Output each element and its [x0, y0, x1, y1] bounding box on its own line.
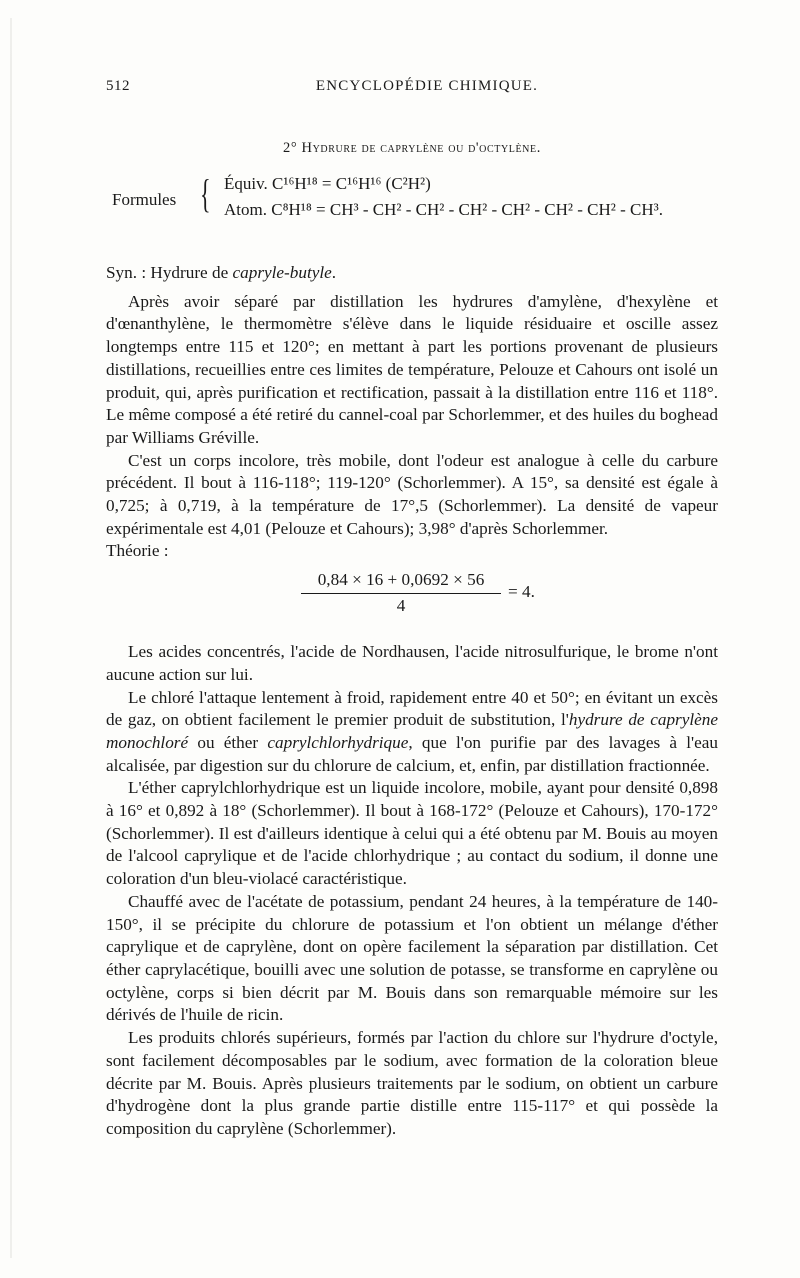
- formulas-label: Formules: [112, 190, 177, 209]
- formula-equiv-value: C¹⁶H¹⁸ = C¹⁶H¹⁶ (C²H²): [272, 174, 431, 193]
- equation-result: = 4.: [508, 582, 535, 602]
- formula-atom-label: Atom.: [224, 200, 267, 219]
- formulas-block: [112, 170, 712, 234]
- equation-fraction: [301, 569, 501, 617]
- scan-edge: [10, 18, 12, 1258]
- paragraph-preparation: Après avoir séparé par distillation les hydrures d'amylène, d'hexylène et d'œnanthylène, le thermomètre s'élève dans le liquide résiduaire et oscille assez longtemps entre 115 et 120°; en mettant à part les portions provenant de plusieurs distillations, recueillies entre ces limites de température, Pelouze et Cahours ont isolé un produit, qui, après purification et rectification, passait à la distillation entre 116 et 118°. Le même composé a été retiré du cannel-coal par Schorlemmer, et des huiles du boghead par Williams Gréville.: [106, 291, 718, 447]
- paragraph-acids: Les acides concentrés, l'acide de Nordhausen, l'acide nitrosulfurique, le brome n'ont aucune action sur lui.: [106, 642, 718, 684]
- paragraph-ether: L'éther caprylchlorhydrique est un liquide incolore, mobile, ayant pour densité 0,898 à 16° et 0,892 à 18° (Schorlemmer). Il bout à 168-172° (Pelouze et Cahours), 170-172° (Schorlemmer). Il est d'ailleurs identique à celui qui a été obtenu par M. Bouis au moyen de l'alcool caprylique et de l'acide chlorhydrique ; au contact du sodium, il donne une coloration d'un bleu-violacé caractéristique.: [106, 778, 718, 889]
- paragraph-acetate: Chauffé avec de l'acétate de potassium, pendant 24 heures, à la température de 140-150°, il se précipite du chlorure de potassium et l'on obtient un mélange d'éther caprylique et de caprylène, dont on opère facilement la séparation par distillation. Cet éther caprylacétique, bouilli avec une solution de potasse, se transforme en caprylène ou octylène, corps si bien décrit par M. Bouis dans son remarquable mémoire sur les dérivés de l'huile de ricin.: [106, 891, 718, 1025]
- journal-title: ENCYCLOPÉDIE CHIMIQUE.: [315, 78, 539, 94]
- formula-equiv-label: Équiv.: [224, 174, 268, 193]
- body-text: [106, 262, 718, 1141]
- paragraph-chlorine: [106, 687, 718, 778]
- formula-equiv: [224, 174, 431, 194]
- paragraph-higher-chlorides: Les produits chlorés supérieurs, formés par l'action du chlore sur l'hydrure d'octyle, sont facilement décomposables par le sodium, avec formation de la coloration bleue décrite par M. Bouis. Après plusieurs traitements par le sodium, on obtient un carbure d'hydrogène dont la plus grande partie distille entre 115-117° et qui possède la composition du caprylène (Schorlemmer).: [106, 1028, 718, 1138]
- synonym-prefix: Syn. : Hydrure de: [106, 263, 233, 282]
- synonym-suffix: .: [331, 263, 337, 282]
- paragraph-properties: C'est un corps incolore, très mobile, dont l'odeur est analogue à celle du carbure précédent. Il bout à 116-118°; 119-120° (Schorlemmer). A 15°, sa densité est égale à 0,725; à 0,719, à la température de 17°,5 (Schorlemmer). La densité de vapeur expérimentale est 4,01 (Pelouze et Cahours); 3,98° d'après Schorlemmer.: [106, 450, 718, 538]
- chlorine-term-ether: caprylchlorhydrique: [267, 732, 409, 752]
- section-title: Hydrure de caprylène ou d'octylène.: [301, 140, 541, 156]
- chlorine-term-hydrure: hydrure de caprylène monochloré: [106, 710, 718, 752]
- formula-atom: [224, 200, 663, 220]
- density-equation: [106, 563, 718, 629]
- brace-icon: {: [200, 171, 211, 216]
- running-head: [106, 78, 718, 102]
- synonym-name: capryle-butyle: [232, 263, 332, 282]
- page-number: 512: [106, 78, 130, 94]
- synonym-line: [106, 262, 718, 285]
- equation-numerator: 0,84 × 16 + 0,0692 × 56: [301, 569, 501, 594]
- chlorine-text-b: ou éther: [188, 732, 268, 752]
- formula-atom-value: C⁸H¹⁸ = CH³ - CH² - CH² - CH² - CH² - CH² - CH² - CH³.: [271, 200, 663, 219]
- chlorine-text-a: Le chloré l'attaque lentement à froid, rapidement entre 40 et 50°; en évitant un excès de gaz, on obtient facilement le premier produit de substitution, l': [106, 687, 718, 730]
- theorie-label: Théorie :: [106, 541, 169, 561]
- section-number: 2°: [283, 140, 298, 156]
- chlorine-text-c: , que l'on purifie par des lavages à l'eau alcalisée, par digestion sur du chlorure de calcium, et, enfin, par distillation fractionnée.: [106, 732, 719, 775]
- section-heading: [106, 140, 718, 157]
- equation-denominator: 4: [396, 595, 406, 615]
